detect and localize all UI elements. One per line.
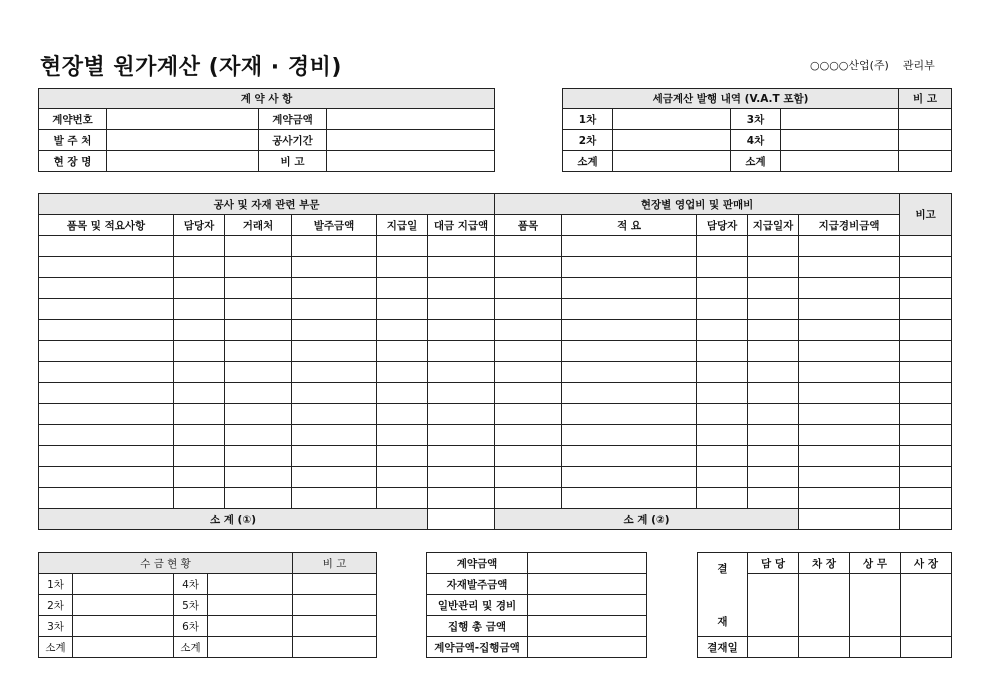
tax-row-label: 소계 <box>563 151 613 172</box>
approval-col-header: 사 장 <box>901 553 952 574</box>
table-row <box>39 320 952 341</box>
ledger-cell[interactable] <box>748 383 799 404</box>
ledger-cell[interactable] <box>225 320 292 341</box>
table-row <box>39 278 952 299</box>
client-label: 발 주 처 <box>39 130 107 151</box>
approval-date-field[interactable] <box>748 637 799 658</box>
table-row <box>39 425 952 446</box>
table-row <box>39 362 952 383</box>
ledger-cell[interactable] <box>292 236 377 257</box>
contract-amount-field[interactable] <box>327 109 495 130</box>
col-expense-amount: 지급경비금액 <box>799 215 900 236</box>
approval-sign-box[interactable] <box>748 574 799 637</box>
tax-value-field[interactable] <box>613 130 731 151</box>
contract-number-label: 계약번호 <box>39 109 107 130</box>
ledger-cell[interactable] <box>225 362 292 383</box>
ledger-cell[interactable] <box>39 488 174 509</box>
ledger-cell[interactable] <box>428 425 495 446</box>
col-paid-amount: 대금 지급액 <box>428 215 495 236</box>
ledger-cell[interactable] <box>225 467 292 488</box>
ledger-cell[interactable] <box>225 446 292 467</box>
ledger-cell[interactable] <box>799 320 900 341</box>
ledger-cell[interactable] <box>900 236 952 257</box>
receipt-row-label: 5차 <box>174 595 208 616</box>
subtotal-2-label: 소 계 (②) <box>495 509 799 530</box>
company-info <box>810 57 935 73</box>
ledger-cell[interactable] <box>562 236 697 257</box>
ledger-cell[interactable] <box>292 467 377 488</box>
subtotal-1-value[interactable] <box>428 509 495 530</box>
page-title: 현장별 원가계산 (자재 · 경비) <box>40 55 342 80</box>
summary-label: 일반관리 및 경비 <box>427 595 528 616</box>
ledger-cell[interactable] <box>377 446 428 467</box>
ledger-cell[interactable] <box>39 257 174 278</box>
ledger-cell[interactable] <box>799 425 900 446</box>
ledger-cell[interactable] <box>377 404 428 425</box>
tax-remark-field[interactable] <box>899 130 952 151</box>
ledger-cell[interactable] <box>495 446 562 467</box>
receipt-remark-header: 비 고 <box>293 553 377 574</box>
ledger-cell[interactable] <box>748 446 799 467</box>
ledger-cell[interactable] <box>225 299 292 320</box>
ledger-cell[interactable] <box>748 236 799 257</box>
ledger-cell[interactable] <box>428 299 495 320</box>
department-name: 관리부 <box>902 59 935 72</box>
ledger-cell[interactable] <box>748 299 799 320</box>
ledger-cell[interactable] <box>225 278 292 299</box>
contract-remark-field[interactable] <box>327 151 495 172</box>
ledger-cell[interactable] <box>562 425 697 446</box>
receipt-row-label: 소계 <box>39 637 73 658</box>
tax-remark-field[interactable] <box>899 151 952 172</box>
ledger-cell[interactable] <box>292 425 377 446</box>
col-manager: 담당자 <box>174 215 225 236</box>
ledger-cell[interactable] <box>562 299 697 320</box>
ledger-cell[interactable] <box>174 320 225 341</box>
tax-value-field[interactable] <box>613 109 731 130</box>
tax-header: 세금계산 발행 내역 (V.A.T 포함) <box>563 89 899 109</box>
ledger-cell[interactable] <box>428 383 495 404</box>
ledger-cell[interactable] <box>377 278 428 299</box>
tax-remark-field[interactable] <box>899 109 952 130</box>
ledger-cell[interactable] <box>562 341 697 362</box>
tax-value-field[interactable] <box>781 151 899 172</box>
ledger-cell[interactable] <box>428 467 495 488</box>
ledger-cell[interactable] <box>39 236 174 257</box>
ledger-cell[interactable] <box>900 467 952 488</box>
receipt-row-label: 2차 <box>39 595 73 616</box>
approval-sign-box[interactable] <box>799 574 850 637</box>
approval-date-field[interactable] <box>901 637 952 658</box>
ledger-cell[interactable] <box>377 467 428 488</box>
col-manager-2: 담당자 <box>697 215 748 236</box>
ledger-cell[interactable] <box>697 383 748 404</box>
ledger-cell[interactable] <box>562 383 697 404</box>
ledger-cell[interactable] <box>377 383 428 404</box>
col-pay-date-2: 지급일자 <box>748 215 799 236</box>
table-row <box>39 236 952 257</box>
approval-label <box>698 553 748 637</box>
receipt-table <box>38 552 377 658</box>
ledger-cell[interactable] <box>428 278 495 299</box>
summary-value-field[interactable] <box>528 637 647 658</box>
ledger-cell[interactable] <box>799 257 900 278</box>
ledger-cell[interactable] <box>292 278 377 299</box>
ledger-cell[interactable] <box>495 257 562 278</box>
ledger-cell[interactable] <box>562 446 697 467</box>
summary-label: 자재발주금액 <box>427 574 528 595</box>
ledger-cell[interactable] <box>428 362 495 383</box>
approval-col-header: 상 무 <box>850 553 901 574</box>
ledger-cell[interactable] <box>174 383 225 404</box>
approval-table <box>697 552 952 658</box>
col-summary: 적 요 <box>562 215 697 236</box>
ledger-cell[interactable] <box>495 488 562 509</box>
ledger-cell[interactable] <box>799 299 900 320</box>
ledger-cell[interactable] <box>39 425 174 446</box>
ledger-cell[interactable] <box>562 278 697 299</box>
receipt-remark-field[interactable] <box>293 637 377 658</box>
ledger-cell[interactable] <box>799 341 900 362</box>
ledger-cell[interactable] <box>174 341 225 362</box>
summary-label: 계약금액-집행금액 <box>427 637 528 658</box>
tax-value-field[interactable] <box>781 109 899 130</box>
receipt-value-field[interactable] <box>208 595 293 616</box>
ledger-cell[interactable] <box>377 320 428 341</box>
approval-date-field[interactable] <box>799 637 850 658</box>
ledger-cell[interactable] <box>697 299 748 320</box>
ledger-cell[interactable] <box>174 257 225 278</box>
ledger-cell[interactable] <box>174 278 225 299</box>
ledger-cell[interactable] <box>225 425 292 446</box>
receipt-row-label: 3차 <box>39 616 73 637</box>
ledger-cell[interactable] <box>562 488 697 509</box>
ledger-cell[interactable] <box>39 341 174 362</box>
ledger-cell[interactable] <box>174 488 225 509</box>
section-left-header: 공사 및 자재 관련 부문 <box>39 194 495 215</box>
summary-table <box>426 552 647 658</box>
col-item: 품목 <box>495 215 562 236</box>
summary-value-field[interactable] <box>528 595 647 616</box>
ledger-cell[interactable] <box>562 320 697 341</box>
ledger-cell[interactable] <box>174 362 225 383</box>
ledger-cell[interactable] <box>428 404 495 425</box>
ledger-cell[interactable] <box>748 341 799 362</box>
receipt-row-label: 1차 <box>39 574 73 595</box>
ledger-cell[interactable] <box>495 425 562 446</box>
receipt-value-field[interactable] <box>208 637 293 658</box>
ledger-cell[interactable] <box>748 362 799 383</box>
ledger-cell[interactable] <box>900 320 952 341</box>
ledger-cell[interactable] <box>900 257 952 278</box>
table-row <box>39 257 952 278</box>
tax-row-label: 1차 <box>563 109 613 130</box>
ledger-cell[interactable] <box>697 404 748 425</box>
summary-label: 계약금액 <box>427 553 528 574</box>
col-vendor: 거래처 <box>225 215 292 236</box>
ledger-cell[interactable] <box>292 488 377 509</box>
ledger-cell[interactable] <box>900 488 952 509</box>
ledger-cell[interactable] <box>39 299 174 320</box>
ledger-cell[interactable] <box>495 278 562 299</box>
col-item-desc: 품목 및 적요사항 <box>39 215 174 236</box>
ledger-cell[interactable] <box>292 383 377 404</box>
ledger-cell[interactable] <box>174 299 225 320</box>
contract-number-field[interactable] <box>107 109 259 130</box>
ledger-cell[interactable] <box>697 446 748 467</box>
main-ledger-table <box>38 193 952 530</box>
ledger-cell[interactable] <box>900 278 952 299</box>
ledger-cell[interactable] <box>292 404 377 425</box>
ledger-cell[interactable] <box>799 383 900 404</box>
section-right-header: 현장별 영업비 및 판매비 <box>495 194 900 215</box>
summary-label: 집행 총 금액 <box>427 616 528 637</box>
tax-row-label: 4차 <box>731 130 781 151</box>
ledger-cell[interactable] <box>697 467 748 488</box>
ledger-cell[interactable] <box>39 278 174 299</box>
receipt-value-field[interactable] <box>73 595 174 616</box>
contract-table <box>38 88 495 172</box>
ledger-cell[interactable] <box>495 467 562 488</box>
ledger-cell[interactable] <box>377 257 428 278</box>
table-row <box>39 341 952 362</box>
ledger-cell[interactable] <box>225 404 292 425</box>
ledger-cell[interactable] <box>174 425 225 446</box>
ledger-cell[interactable] <box>495 299 562 320</box>
ledger-cell[interactable] <box>225 383 292 404</box>
ledger-cell[interactable] <box>292 362 377 383</box>
main-remark-header: 비고 <box>900 194 952 236</box>
ledger-cell[interactable] <box>748 467 799 488</box>
ledger-cell[interactable] <box>495 320 562 341</box>
receipt-value-field[interactable] <box>73 637 174 658</box>
ledger-cell[interactable] <box>39 467 174 488</box>
ledger-cell[interactable] <box>39 404 174 425</box>
tax-row-label: 2차 <box>563 130 613 151</box>
approval-col-header: 담 당 <box>748 553 799 574</box>
approval-sign-box[interactable] <box>850 574 901 637</box>
ledger-cell[interactable] <box>799 467 900 488</box>
ledger-cell[interactable] <box>428 257 495 278</box>
summary-value-field[interactable] <box>528 574 647 595</box>
receipt-remark-field[interactable] <box>293 595 377 616</box>
ledger-cell[interactable] <box>799 488 900 509</box>
ledger-cell[interactable] <box>292 320 377 341</box>
ledger-cell[interactable] <box>377 299 428 320</box>
ledger-cell[interactable] <box>428 320 495 341</box>
ledger-cell[interactable] <box>225 488 292 509</box>
ledger-cell[interactable] <box>697 362 748 383</box>
ledger-cell[interactable] <box>697 488 748 509</box>
ledger-cell[interactable] <box>174 404 225 425</box>
ledger-cell[interactable] <box>377 341 428 362</box>
receipt-row-label: 4차 <box>174 574 208 595</box>
approval-sign-box[interactable] <box>901 574 952 637</box>
receipt-value-field[interactable] <box>208 574 293 595</box>
ledger-cell[interactable] <box>292 341 377 362</box>
ledger-cell[interactable] <box>292 446 377 467</box>
contract-amount-label: 계약금액 <box>259 109 327 130</box>
ledger-cell[interactable] <box>377 362 428 383</box>
subtotal-remark[interactable] <box>900 509 952 530</box>
ledger-cell[interactable] <box>900 446 952 467</box>
ledger-cell[interactable] <box>697 257 748 278</box>
col-order-amount: 발주금액 <box>292 215 377 236</box>
company-name: ○○○○산업(주) <box>810 59 889 72</box>
ledger-cell[interactable] <box>428 446 495 467</box>
ledger-cell[interactable] <box>428 341 495 362</box>
ledger-cell[interactable] <box>39 383 174 404</box>
ledger-cell[interactable] <box>39 320 174 341</box>
contract-header: 계 약 사 항 <box>39 89 495 109</box>
ledger-cell[interactable] <box>562 404 697 425</box>
ledger-cell[interactable] <box>900 383 952 404</box>
tax-invoice-table <box>562 88 952 172</box>
period-label: 공사기간 <box>259 130 327 151</box>
ledger-cell[interactable] <box>174 236 225 257</box>
tax-row-label: 소계 <box>731 151 781 172</box>
ledger-cell[interactable] <box>900 341 952 362</box>
ledger-cell[interactable] <box>495 236 562 257</box>
summary-value-field[interactable] <box>528 616 647 637</box>
table-row <box>39 383 952 404</box>
receipt-remark-field[interactable] <box>293 574 377 595</box>
ledger-cell[interactable] <box>748 320 799 341</box>
ledger-cell[interactable] <box>562 467 697 488</box>
table-row <box>39 488 952 509</box>
period-field[interactable] <box>327 130 495 151</box>
ledger-cell[interactable] <box>748 278 799 299</box>
site-name-field[interactable] <box>107 151 259 172</box>
receipt-value-field[interactable] <box>73 616 174 637</box>
subtotal-2-value[interactable] <box>799 509 900 530</box>
site-name-label: 현 장 명 <box>39 151 107 172</box>
ledger-cell[interactable] <box>495 362 562 383</box>
ledger-cell[interactable] <box>292 299 377 320</box>
receipt-value-field[interactable] <box>73 574 174 595</box>
contract-remark-label: 비 고 <box>259 151 327 172</box>
ledger-cell[interactable] <box>377 425 428 446</box>
table-row <box>39 446 952 467</box>
approval-label-bottom: 재 <box>717 615 728 628</box>
receipt-remark-field[interactable] <box>293 616 377 637</box>
table-row <box>39 467 952 488</box>
ledger-cell[interactable] <box>697 278 748 299</box>
ledger-cell[interactable] <box>495 383 562 404</box>
receipt-header: 수 금 현 황 <box>39 553 293 574</box>
approval-col-header: 차 장 <box>799 553 850 574</box>
ledger-cell[interactable] <box>697 236 748 257</box>
client-field[interactable] <box>107 130 259 151</box>
ledger-cell[interactable] <box>799 362 900 383</box>
ledger-cell[interactable] <box>39 362 174 383</box>
ledger-cell[interactable] <box>748 257 799 278</box>
ledger-cell[interactable] <box>377 488 428 509</box>
approval-label-top: 결 <box>717 562 728 575</box>
ledger-cell[interactable] <box>562 257 697 278</box>
approval-date-label: 결재일 <box>698 637 748 658</box>
ledger-cell[interactable] <box>697 320 748 341</box>
ledger-cell[interactable] <box>900 299 952 320</box>
ledger-cell[interactable] <box>799 404 900 425</box>
tax-row-label: 3차 <box>731 109 781 130</box>
ledger-cell[interactable] <box>495 404 562 425</box>
ledger-cell[interactable] <box>225 257 292 278</box>
ledger-cell[interactable] <box>900 362 952 383</box>
ledger-cell[interactable] <box>39 446 174 467</box>
ledger-cell[interactable] <box>799 278 900 299</box>
receipt-row-label: 6차 <box>174 616 208 637</box>
tax-remark-header: 비 고 <box>899 89 952 109</box>
ledger-cell[interactable] <box>697 425 748 446</box>
ledger-cell[interactable] <box>748 425 799 446</box>
ledger-cell[interactable] <box>292 257 377 278</box>
tax-value-field[interactable] <box>613 151 731 172</box>
ledger-cell[interactable] <box>495 341 562 362</box>
ledger-cell[interactable] <box>799 446 900 467</box>
ledger-cell[interactable] <box>697 341 748 362</box>
ledger-cell[interactable] <box>225 341 292 362</box>
ledger-cell[interactable] <box>174 446 225 467</box>
ledger-cell[interactable] <box>799 236 900 257</box>
ledger-cell[interactable] <box>748 488 799 509</box>
ledger-cell[interactable] <box>225 236 292 257</box>
receipt-row-label: 소계 <box>174 637 208 658</box>
ledger-cell[interactable] <box>428 236 495 257</box>
approval-date-field[interactable] <box>850 637 901 658</box>
summary-value-field[interactable] <box>528 553 647 574</box>
subtotal-1-label: 소 계 (①) <box>39 509 428 530</box>
ledger-cell[interactable] <box>900 425 952 446</box>
tax-value-field[interactable] <box>781 130 899 151</box>
ledger-cell[interactable] <box>562 362 697 383</box>
ledger-cell[interactable] <box>174 467 225 488</box>
col-pay-date: 지급일 <box>377 215 428 236</box>
receipt-value-field[interactable] <box>208 616 293 637</box>
ledger-cell[interactable] <box>377 236 428 257</box>
ledger-cell[interactable] <box>428 488 495 509</box>
ledger-cell[interactable] <box>900 404 952 425</box>
table-row <box>39 299 952 320</box>
table-row <box>39 404 952 425</box>
ledger-cell[interactable] <box>748 404 799 425</box>
